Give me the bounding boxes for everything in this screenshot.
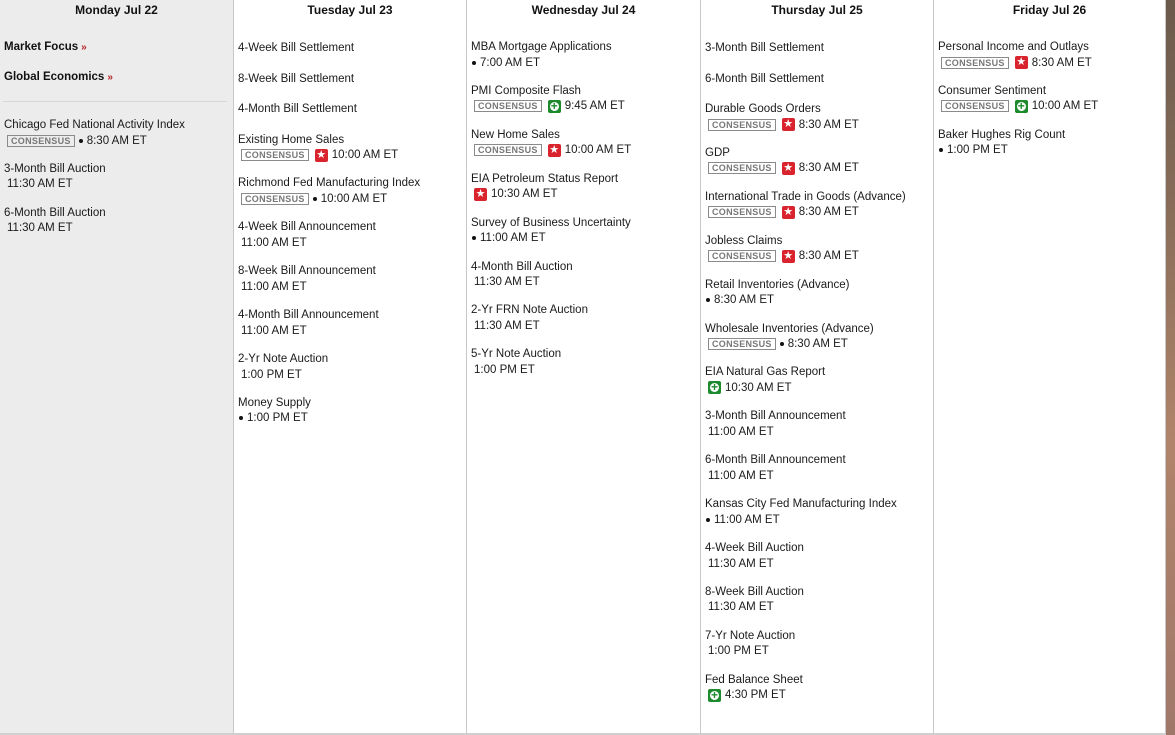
- calendar-event[interactable]: [471, 347, 696, 377]
- star-icon: ★: [549, 143, 560, 156]
- bullet-dot-icon: [79, 139, 83, 143]
- event-title[interactable]: Richmond Fed Manufacturing Index: [238, 177, 421, 190]
- plus-circle-icon: [548, 100, 561, 113]
- event-time: 8:30 AM ET: [1031, 56, 1092, 69]
- event-title[interactable]: 2-Yr FRN Note Auction: [471, 304, 588, 317]
- calendar-event[interactable]: [705, 365, 929, 395]
- day-column-thursday: [701, 0, 934, 735]
- event-time: 8:30 AM ET: [86, 134, 147, 147]
- event-time: 1:00 PM ET: [708, 645, 769, 658]
- event-title[interactable]: Jobless Claims: [705, 234, 783, 247]
- event-time: 8:30 AM ET: [798, 250, 859, 263]
- event-title[interactable]: 2-Yr Note Auction: [238, 353, 329, 365]
- calendar-event[interactable]: [4, 118, 229, 148]
- event-title[interactable]: New Home Sales: [471, 128, 560, 141]
- event-meta: [238, 191, 462, 206]
- arrow-icon: »: [81, 42, 87, 53]
- event-meta: [238, 411, 462, 426]
- calendar-event[interactable]: [238, 396, 462, 426]
- consensus-badge[interactable]: CONSENSUS: [708, 162, 776, 174]
- bullet-dot-icon: [239, 416, 243, 420]
- plus-circle-icon: [708, 381, 721, 394]
- day-header: Thursday Jul 25: [771, 3, 863, 17]
- consensus-badge[interactable]: CONSENSUS: [708, 250, 776, 262]
- event-title[interactable]: Wholesale Inventories (Advance): [705, 322, 874, 335]
- calendar-event[interactable]: [938, 128, 1161, 158]
- event-title[interactable]: Money Supply: [238, 396, 311, 409]
- event-meta: [705, 556, 929, 571]
- market-focus-link[interactable]: Market Focus »: [4, 41, 87, 53]
- day-header: Friday Jul 26: [1012, 3, 1087, 17]
- divider: [3, 101, 227, 102]
- calendar-event[interactable]: [238, 352, 462, 382]
- event-meta: [705, 337, 929, 352]
- event-meta: [471, 231, 696, 246]
- calendar-event[interactable]: [705, 409, 929, 439]
- event-time: 11:00 AM ET: [241, 236, 307, 249]
- star-icon: ★: [475, 187, 486, 200]
- event-title[interactable]: MBA Mortgage Applications: [471, 41, 612, 53]
- event-time: 10:30 AM ET: [725, 381, 792, 394]
- bullet-dot-icon: [472, 236, 476, 240]
- event-meta: [4, 221, 229, 236]
- event-meta: [705, 424, 929, 439]
- event-title[interactable]: 4-Week Bill Settlement: [238, 42, 355, 54]
- event-meta: [4, 177, 229, 192]
- calendar-event[interactable]: [705, 102, 929, 132]
- consensus-badge[interactable]: CONSENSUS: [241, 149, 309, 161]
- event-meta: [471, 55, 696, 70]
- consensus-badge[interactable]: CONSENSUS: [474, 100, 542, 112]
- plus-circle-icon: [1015, 100, 1028, 113]
- calendar-event[interactable]: [471, 128, 696, 158]
- star-icon: ★: [316, 148, 327, 161]
- event-time: 11:30 AM ET: [7, 178, 73, 191]
- event-time: 9:45 AM ET: [564, 100, 625, 113]
- event-time: 10:00 AM ET: [331, 149, 399, 161]
- event-meta: [705, 117, 929, 132]
- event-title[interactable]: 4-Month Bill Auction: [471, 260, 573, 273]
- calendar-event[interactable]: [238, 41, 462, 55]
- calendar-event[interactable]: [471, 216, 696, 246]
- event-meta: [471, 318, 696, 333]
- calendar-event[interactable]: [238, 72, 462, 86]
- star-icon: ★: [783, 249, 794, 262]
- day-column-wednesday: [467, 0, 701, 735]
- day-column-tuesday: [234, 0, 467, 735]
- event-title[interactable]: 4-Month Bill Settlement: [238, 103, 357, 115]
- event-meta: [238, 323, 462, 338]
- consensus-badge[interactable]: CONSENSUS: [474, 144, 542, 156]
- global-economics-link[interactable]: Global Economics »: [4, 71, 113, 83]
- star-icon: ★: [783, 118, 794, 130]
- event-title[interactable]: 8-Week Bill Announcement: [238, 265, 376, 278]
- event-time: 8:30 AM ET: [787, 338, 848, 350]
- event-time: 8:30 AM ET: [798, 206, 859, 219]
- event-title[interactable]: 7-Yr Note Auction: [705, 629, 796, 642]
- calendar-event[interactable]: [471, 303, 696, 333]
- event-title[interactable]: 6-Month Bill Settlement: [705, 72, 824, 85]
- event-title[interactable]: 4-Week Bill Auction: [705, 542, 804, 554]
- event-title[interactable]: 5-Yr Note Auction: [471, 348, 562, 361]
- event-title[interactable]: Fed Balance Sheet: [705, 673, 803, 686]
- event-title[interactable]: Chicago Fed National Activity Index: [4, 119, 185, 131]
- event-title[interactable]: Personal Income and Outlays: [938, 41, 1089, 53]
- calendar-event[interactable]: [4, 206, 229, 236]
- star-icon: ★: [1016, 56, 1027, 68]
- event-title[interactable]: Existing Home Sales: [238, 133, 345, 146]
- event-meta: [238, 367, 462, 382]
- event-title[interactable]: Retail Inventories (Advance): [705, 278, 850, 291]
- event-time: 11:00 AM ET: [480, 232, 546, 245]
- event-meta: [238, 235, 462, 250]
- arrow-icon: »: [107, 72, 113, 83]
- event-title[interactable]: 8-Week Bill Settlement: [238, 72, 355, 85]
- calendar-event[interactable]: [238, 176, 462, 206]
- day-column-monday: [0, 0, 234, 735]
- star-icon: ★: [783, 205, 794, 218]
- event-time: 11:30 AM ET: [708, 557, 774, 570]
- event-meta: [705, 468, 929, 483]
- event-meta: [705, 688, 929, 703]
- consensus-badge[interactable]: CONSENSUS: [708, 119, 776, 131]
- event-meta: [471, 275, 696, 290]
- event-meta: [238, 279, 462, 294]
- event-title[interactable]: 3-Month Bill Announcement: [705, 410, 846, 423]
- event-time: 11:00 AM ET: [241, 324, 307, 337]
- calendar-event[interactable]: [705, 541, 929, 571]
- event-title[interactable]: 6-Month Bill Auction: [4, 206, 106, 219]
- event-time: 11:00 AM ET: [708, 425, 774, 438]
- event-time: 11:00 AM ET: [714, 513, 780, 526]
- plus-circle-icon: [708, 689, 721, 702]
- event-time: 11:30 AM ET: [708, 601, 774, 614]
- calendar-event[interactable]: [4, 162, 229, 192]
- event-meta: [471, 99, 696, 114]
- event-time: 11:00 AM ET: [241, 280, 307, 293]
- event-meta: [938, 99, 1161, 114]
- calendar-event[interactable]: [705, 278, 929, 308]
- calendar-event[interactable]: [705, 146, 929, 176]
- consensus-badge[interactable]: CONSENSUS: [941, 57, 1009, 69]
- event-time: 10:00 AM ET: [320, 192, 388, 205]
- event-meta: [705, 512, 929, 527]
- calendar-event[interactable]: [705, 497, 929, 527]
- calendar-event[interactable]: [705, 190, 929, 220]
- event-title[interactable]: PMI Composite Flash: [471, 84, 581, 97]
- calendar-event[interactable]: [705, 41, 929, 55]
- event-title[interactable]: 4-Month Bill Announcement: [238, 309, 379, 322]
- event-title[interactable]: 3-Month Bill Settlement: [705, 42, 824, 54]
- event-time: 8:30 AM ET: [714, 294, 775, 307]
- event-time: 11:30 AM ET: [474, 276, 540, 288]
- event-meta: [705, 249, 929, 264]
- event-meta: [471, 143, 696, 158]
- bullet-dot-icon: [313, 197, 317, 201]
- event-title[interactable]: International Trade in Goods (Advance): [705, 190, 906, 203]
- event-title[interactable]: GDP: [705, 146, 730, 159]
- day-header: Tuesday Jul 23: [307, 3, 393, 17]
- calendar-event[interactable]: [471, 40, 696, 70]
- event-time: 1:00 PM ET: [241, 368, 302, 381]
- bullet-dot-icon: [939, 148, 943, 152]
- event-meta: [471, 362, 696, 377]
- event-time: 11:30 AM ET: [7, 222, 73, 235]
- consensus-badge[interactable]: CONSENSUS: [708, 338, 776, 350]
- calendar-event[interactable]: [705, 234, 929, 264]
- event-time: 1:00 PM ET: [247, 412, 308, 425]
- calendar-event[interactable]: [471, 260, 696, 290]
- event-meta: [705, 293, 929, 308]
- event-meta: [705, 161, 929, 176]
- consensus-badge[interactable]: CONSENSUS: [941, 100, 1009, 112]
- calendar-event[interactable]: [938, 84, 1161, 114]
- calendar-event[interactable]: [705, 629, 929, 659]
- event-title[interactable]: 8-Week Bill Auction: [705, 585, 804, 598]
- focus-links: [4, 41, 113, 101]
- calendar-event[interactable]: [705, 322, 929, 352]
- event-meta: [705, 205, 929, 220]
- bullet-dot-icon: [780, 342, 784, 346]
- star-icon: ★: [783, 161, 794, 174]
- consensus-badge[interactable]: CONSENSUS: [241, 193, 309, 205]
- calendar-event[interactable]: [238, 133, 462, 163]
- event-title[interactable]: 3-Month Bill Auction: [4, 162, 106, 175]
- bullet-dot-icon: [472, 61, 476, 65]
- event-meta: [705, 380, 929, 395]
- event-time: 10:00 AM ET: [1031, 100, 1099, 113]
- consensus-badge[interactable]: CONSENSUS: [7, 135, 75, 147]
- bullet-dot-icon: [706, 518, 710, 522]
- event-meta: [4, 133, 229, 148]
- event-title[interactable]: Kansas City Fed Manufacturing Index: [705, 498, 897, 511]
- bullet-dot-icon: [706, 298, 710, 302]
- event-title[interactable]: Survey of Business Uncertainty: [471, 216, 631, 229]
- event-meta: [938, 143, 1161, 158]
- event-title[interactable]: EIA Petroleum Status Report: [471, 172, 619, 185]
- calendar-event[interactable]: [238, 220, 462, 250]
- event-time: 10:00 AM ET: [564, 144, 632, 157]
- event-meta: [705, 600, 929, 615]
- event-meta: [238, 148, 462, 163]
- day-column-friday: [934, 0, 1166, 735]
- calendar-event[interactable]: [938, 40, 1161, 70]
- calendar-event[interactable]: [705, 453, 929, 483]
- event-time: 1:00 PM ET: [474, 363, 535, 376]
- event-title[interactable]: Consumer Sentiment: [938, 84, 1047, 97]
- event-meta: [938, 55, 1161, 70]
- event-time: 1:00 PM ET: [947, 144, 1008, 157]
- event-time: 11:30 AM ET: [474, 319, 540, 332]
- event-time: 10:30 AM ET: [491, 188, 558, 201]
- calendar-event[interactable]: [471, 84, 696, 114]
- calendar-event[interactable]: [238, 308, 462, 338]
- event-title[interactable]: Durable Goods Orders: [705, 103, 821, 115]
- event-time: 4:30 PM ET: [725, 689, 786, 702]
- calendar-event[interactable]: [705, 673, 929, 703]
- consensus-badge[interactable]: CONSENSUS: [708, 206, 776, 218]
- scrollbar[interactable]: [1166, 0, 1175, 735]
- event-time: 11:00 AM ET: [708, 469, 774, 482]
- event-time: 8:30 AM ET: [798, 118, 859, 131]
- event-meta: [471, 187, 696, 202]
- event-time: 8:30 AM ET: [798, 162, 859, 175]
- event-title[interactable]: 6-Month Bill Announcement: [705, 454, 846, 467]
- event-time: 7:00 AM ET: [480, 56, 541, 69]
- calendar-event[interactable]: [705, 585, 929, 615]
- day-header: Monday Jul 22: [75, 3, 158, 17]
- calendar-event[interactable]: [471, 172, 696, 202]
- event-title[interactable]: Baker Hughes Rig Count: [938, 128, 1066, 141]
- day-header: Wednesday Jul 24: [531, 3, 636, 17]
- calendar-event[interactable]: [238, 102, 462, 116]
- calendar-event[interactable]: [705, 72, 929, 86]
- event-title[interactable]: EIA Natural Gas Report: [705, 366, 826, 379]
- event-meta: [705, 644, 929, 659]
- event-title[interactable]: 4-Week Bill Announcement: [238, 221, 376, 234]
- calendar-event[interactable]: [238, 264, 462, 294]
